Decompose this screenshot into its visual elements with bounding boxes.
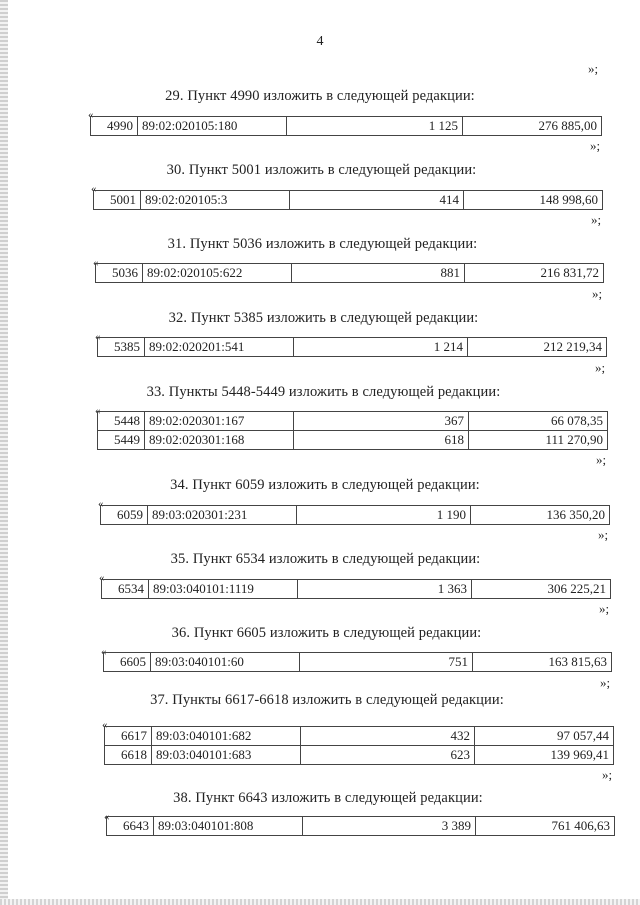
section-heading: 33. Пункты 5448-5449 изложить в следующей редакции: (146, 384, 501, 400)
closing-quote: »; (598, 527, 609, 542)
section-heading: 32. Пункт 5385 изложить в следующей редакции: (168, 310, 479, 326)
value-cell: 97 057,44 (475, 727, 614, 746)
closing-quote: »; (592, 286, 603, 301)
table-row (105, 746, 614, 765)
closing-quote: »; (602, 767, 613, 782)
item-number-cell: 5448 (98, 412, 145, 431)
opening-quote: « (98, 498, 104, 510)
cadastral-number-cell: 89:03:020301:231 (148, 506, 297, 525)
table-row (101, 506, 610, 525)
closing-quote: »; (596, 452, 607, 467)
section-heading: 36. Пункт 6605 изложить в следующей редакции: (171, 625, 482, 641)
table-row (98, 338, 607, 357)
table-row (91, 117, 602, 136)
cadastral-number-cell: 89:02:020301:167 (145, 412, 294, 431)
table-row (98, 431, 608, 450)
opening-quote: « (93, 257, 99, 269)
opening-quote: « (95, 331, 101, 343)
opening-quote: « (99, 572, 105, 584)
item-number-cell: 6643 (107, 817, 154, 836)
cadastral-number-cell: 89:02:020301:168 (145, 431, 294, 450)
value-cell: 212 219,34 (468, 338, 607, 357)
value-cell: 111 270,90 (469, 431, 608, 450)
section-heading: 35. Пункт 6534 изложить в следующей редакции: (170, 551, 481, 567)
table-row (98, 412, 608, 431)
item-number-cell: 6618 (105, 746, 152, 765)
table-row (105, 727, 614, 746)
section-heading: 37. Пункты 6617-6618 изложить в следующей редакции: (150, 692, 504, 708)
item-number-cell: 6605 (104, 653, 151, 672)
entry-table (97, 411, 608, 450)
cadastral-number-cell: 89:02:020201:541 (145, 338, 294, 357)
opening-quote: « (101, 646, 107, 658)
cadastral-number-cell: 89:03:040101:683 (152, 746, 301, 765)
area-cell: 618 (294, 431, 469, 450)
table-row (102, 580, 611, 599)
entry-table (104, 726, 614, 765)
value-cell: 306 225,21 (472, 580, 611, 599)
item-number-cell: 6059 (101, 506, 148, 525)
opening-quote: « (104, 811, 110, 823)
entry-table (93, 190, 603, 210)
entry-table (90, 116, 602, 136)
area-cell: 432 (301, 727, 475, 746)
item-number-cell: 5036 (96, 264, 143, 283)
item-number-cell: 5385 (98, 338, 145, 357)
value-cell: 148 998,60 (464, 191, 603, 210)
value-cell: 276 885,00 (463, 117, 602, 136)
closing-quote: »; (595, 360, 606, 375)
item-number-cell: 5001 (94, 191, 141, 210)
section-heading: 31. Пункт 5036 изложить в следующей редакции: (167, 236, 478, 252)
area-cell: 3 389 (303, 817, 476, 836)
entry-table (103, 652, 612, 672)
value-cell: 761 406,63 (476, 817, 615, 836)
entry-table (97, 337, 607, 357)
entry-table (95, 263, 604, 283)
value-cell: 66 078,35 (469, 412, 608, 431)
cadastral-number-cell: 89:03:040101:60 (151, 653, 300, 672)
cadastral-number-cell: 89:03:040101:1119 (149, 580, 298, 599)
table-row (94, 191, 603, 210)
page-number: 4 (316, 34, 324, 49)
cadastral-number-cell: 89:03:040101:682 (152, 727, 301, 746)
opening-quote: « (88, 109, 94, 121)
opening-quote: « (91, 183, 97, 195)
scan-edge-left (0, 0, 8, 905)
closing-quote: »; (590, 138, 601, 153)
value-cell: 139 969,41 (475, 746, 614, 765)
value-cell: 163 815,63 (473, 653, 612, 672)
area-cell: 414 (290, 191, 464, 210)
entry-table (100, 505, 610, 525)
opening-quote: « (102, 719, 108, 731)
section-heading: 38. Пункт 6643 изложить в следующей редакции: (173, 790, 483, 806)
item-number-cell: 6534 (102, 580, 149, 599)
cadastral-number-cell: 89:02:020105:180 (138, 117, 287, 136)
area-cell: 1 363 (298, 580, 472, 599)
area-cell: 1 214 (294, 338, 468, 357)
entry-table (106, 816, 615, 836)
area-cell: 1 190 (297, 506, 471, 525)
cadastral-number-cell: 89:02:020105:622 (143, 264, 292, 283)
item-number-cell: 5449 (98, 431, 145, 450)
item-number-cell: 4990 (91, 117, 138, 136)
entry-table (101, 579, 611, 599)
area-cell: 881 (292, 264, 465, 283)
section-heading: 30. Пункт 5001 изложить в следующей редакции: (166, 162, 477, 178)
area-cell: 1 125 (287, 117, 463, 136)
cadastral-number-cell: 89:03:040101:808 (154, 817, 303, 836)
value-cell: 216 831,72 (465, 264, 604, 283)
closing-quote: »; (600, 675, 611, 690)
closing-quote: »; (599, 601, 610, 616)
table-row (96, 264, 604, 283)
value-cell: 136 350,20 (471, 506, 610, 525)
section-heading: 29. Пункт 4990 изложить в следующей редакции: (165, 88, 475, 104)
table-row (104, 653, 612, 672)
section-heading: 34. Пункт 6059 изложить в следующей редакции: (170, 477, 480, 493)
scan-edge-bottom (0, 899, 640, 905)
closing-quote: »; (588, 61, 599, 76)
area-cell: 367 (294, 412, 469, 431)
opening-quote: « (95, 405, 101, 417)
table-row (107, 817, 615, 836)
area-cell: 751 (300, 653, 473, 672)
closing-quote: »; (591, 212, 602, 227)
item-number-cell: 6617 (105, 727, 152, 746)
area-cell: 623 (301, 746, 475, 765)
cadastral-number-cell: 89:02:020105:3 (141, 191, 290, 210)
